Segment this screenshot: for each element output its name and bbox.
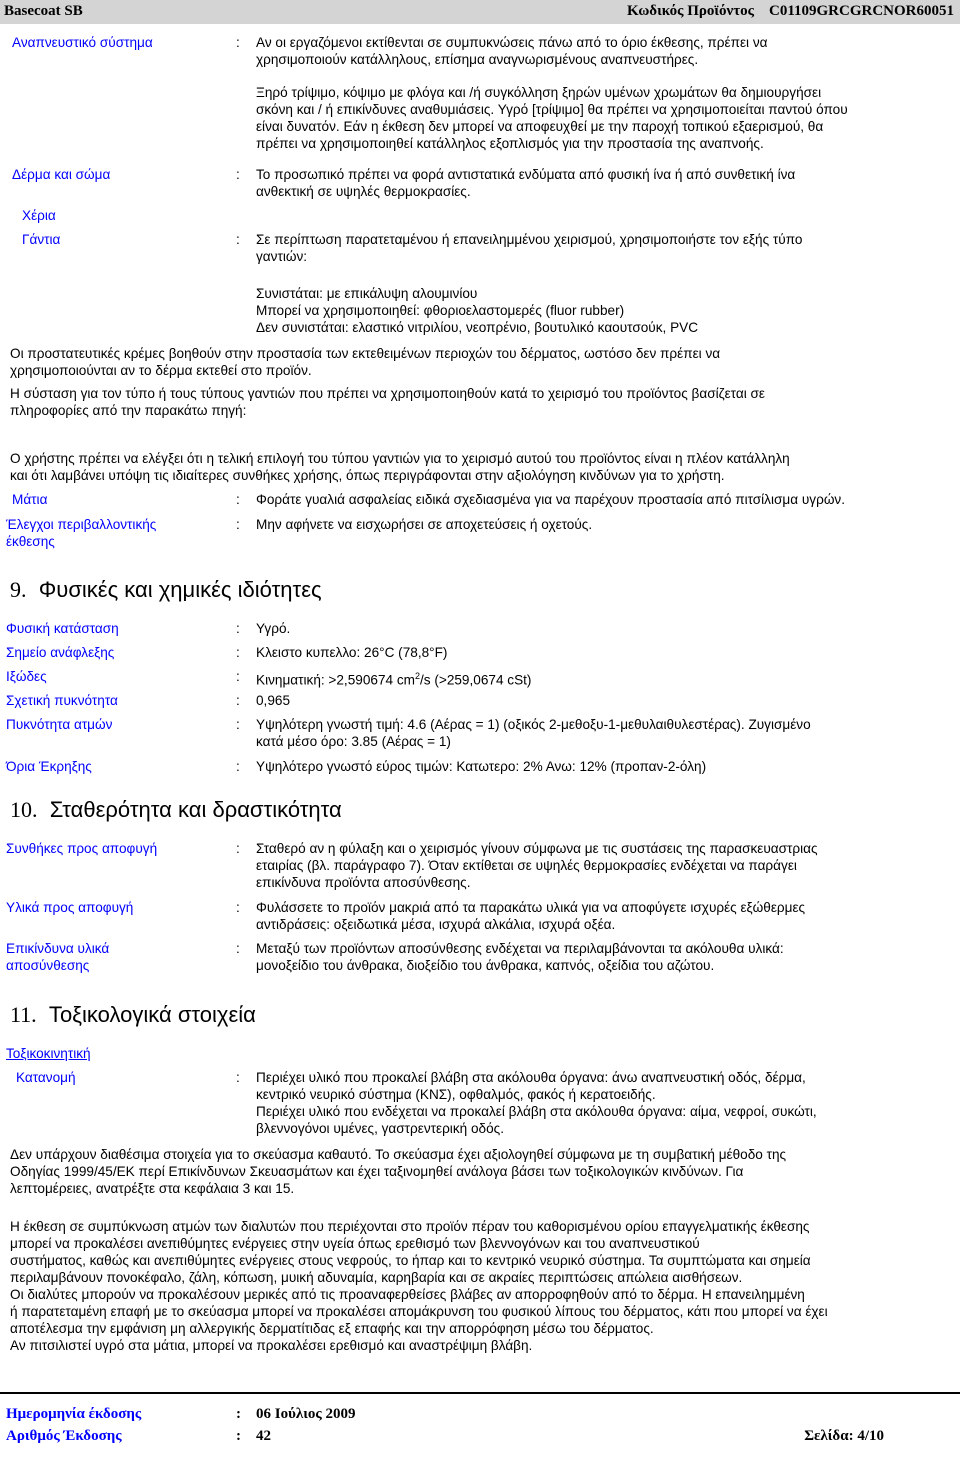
vapor-density-value — [256, 716, 956, 750]
text-line: Σε περίπτωση παρατεταμένου ή επανειλημμένου χειρισμού, χρησιμοποιήστε τον εξής τύπο — [256, 232, 803, 247]
text-line: λεπτομέρειες, ανατρέξτε στα κεφάλαια 3 και 15. — [10, 1181, 295, 1196]
version-value: 42 — [256, 1428, 271, 1444]
decomposition-label — [6, 940, 109, 974]
section-number: 11. — [10, 1002, 37, 1027]
decomposition-value — [256, 940, 956, 974]
section-title: Τοξικολογικά στοιχεία — [48, 1002, 256, 1027]
label-line: έκθεσης — [6, 534, 55, 549]
product-code — [627, 3, 954, 20]
text-line: Ο χρήστης πρέπει να ελέγξει ότι η τελική επιλογή του τύπου γαντιών για το χειρισμό αυτού του προϊόντος είναι η πλέον κατάλληλη — [10, 451, 790, 466]
eyes-text: Φοράτε γυαλιά ασφαλείας ειδικά σχεδιασμένα για να παρέχουν προστασία από πιτσίλισμα υγρών. — [256, 492, 846, 507]
text-line: συστήματος, καθώς και ανεπιθύμητες ενέργειες στους νεφρούς, το ήπαρ και το κεντρικό νευρικό σύστημα. Τα συμπτώματα και σημεία — [10, 1253, 811, 1268]
text-line: Συνιστάται: με επικάλυψη αλουμινίου — [256, 286, 478, 301]
colon: : — [236, 492, 240, 507]
text-line: ανθεκτική σε υψηλές θερμοκρασίες. — [256, 184, 471, 199]
text-line: Υψηλότερη γνωστή τιμή: 4.6 (Αέρας = 1) (οξικός 2-μεθοξυ-1-μεθυλαιθυλεστέρας). Ζυγισμένο — [256, 717, 811, 732]
text-line: αντιδράσεις: οξειδωτικά μέσα, ισχυρά αλκάλια, ισχυρά οξέα. — [256, 917, 616, 932]
density-label: Σχετική πυκνότητα — [6, 693, 118, 708]
text-line: χρησιμοποιούν κατάλληλους, επίσημα αναγνωρισμένους αναπνευστήρες. — [256, 52, 699, 67]
distribution-label: Κατανομή — [16, 1070, 76, 1085]
state-value: Υγρό. — [256, 621, 291, 636]
text-line: μπορεί να προκαλέσει ανεπιθύμητες ενέργειες στην υγεία όπως ερεθισμό των βλεννογόνων και του αναπνευστικού — [10, 1236, 700, 1251]
flash-point-value: Κλειστο κυπελλο: 26°C (78,8°F) — [256, 645, 448, 660]
explosion-limits-value: Υψηλότερο γνωστό εύρος τιμών: Κατωτερο: 2% Ανω: 12% (προπαν-2-όλη) — [256, 759, 707, 774]
toxicology-paragraph-1 — [10, 1146, 955, 1197]
text-line: Το προσωπικό πρέπει να φορά αντιστατικά ενδύματα από φυσική ίνα ή από συνθετική ίνα — [256, 167, 796, 182]
text-line: και ότι λαμβάνει υπόψη τις ιδιαίτερες συνθήκες χρήσης, όπως περιγράφονται στην αξιολόγηση κινδύνων για το χρήστη. — [10, 468, 725, 483]
text-line: Αν πιτσιλιστεί υγρό στα μάτια, μπορεί να προκαλέσει ερεθισμό και αναστρέψιμη βλάβη. — [10, 1338, 533, 1353]
eyes-label: Μάτια — [12, 492, 48, 507]
text-line: Δεν υπάρχουν διαθέσιμα στοιχεία για το σκεύασμα καθαυτό. Το σκεύασμα έχει αξιολογηθεί σύμφωνα με τη συμβατική μέθοδο της — [10, 1147, 787, 1162]
state-label: Φυσική κατάσταση — [6, 621, 119, 636]
label-line: αποσύνθεσης — [6, 958, 90, 973]
skin-label: Δέρμα και σώμα — [12, 167, 111, 182]
section-title: Φυσικές και χημικές ιδιότητες — [38, 577, 322, 602]
vapor-density-label: Πυκνότητα ατμών — [6, 717, 113, 732]
product-code-label: Κωδικός Προϊόντος — [626, 3, 754, 19]
text-line: αποτέλεσμα την εμφάνιση μη αλλεργικής δερματίτιδας εξ επαφής και την απορρόφηση μέσω του δέρματος. — [10, 1321, 654, 1336]
text-line: Ξηρό τρίψιμο, κόψιμο με φλόγα και /ή συγκόλληση ξηρών υμένων χρωμάτων θα δημιουργήσει — [256, 85, 822, 100]
text-line: Περιέχει υλικό που προκαλεί βλάβη στα ακόλουθα όργανα: άνω αναπνευστική οδός, δέρμα, — [256, 1070, 806, 1085]
version-label: Αριθμός Έκδοσης — [6, 1428, 122, 1444]
text-line: Η σύσταση για τον τύπο ή τους τύπους γαντιών που πρέπει να χρησιμοποιηθούν κατά το χειρισμό του προϊόντος βασίζεται σε — [10, 386, 765, 401]
text-line: γαντιών: — [256, 249, 308, 264]
materials-value — [256, 899, 956, 933]
text-line: Οι προστατευτικές κρέμες βοηθούν στην προστασία των εκτεθειμένων περιοχών του δέρματος, ωστόσο δεν πρέπει να — [10, 346, 721, 361]
gloves-recommendations — [256, 285, 956, 336]
colon: : — [236, 645, 240, 660]
text-line: πρέπει να χρησιμοποιηθεί κατάλληλος εξοπλισμός για την προστασία της αναπνοής. — [256, 136, 764, 151]
glove-source-paragraph — [10, 385, 955, 419]
text-line: βλεννογόνοι υμένες, γαστρεντερική οδός. — [256, 1121, 504, 1136]
label-line: Επικίνδυνα υλικά — [6, 941, 110, 956]
text-line: σκόνη και / ή επικίνδυνες αναθυμιάσεις. Υγρό [τρίψιμο] θα πρέπει να χρησιμοποιείται παντού όπου — [256, 102, 848, 117]
text-line: Οι διαλύτες μπορούν να προκαλέσουν μερικές από τις προαναφερθείσες βλάβες αν απορροφηθούν από το δέρμα. Η επανειλημμένη — [10, 1287, 805, 1302]
gloves-label: Γάντια — [22, 232, 61, 247]
label-line: Έλεγχοι περιβαλλοντικής — [6, 517, 157, 532]
text-line: επικίνδυνα προϊόντα αποσύνθεσης. — [256, 875, 471, 890]
colon: : — [236, 232, 240, 247]
text-line: εταιρίας (βλ. παράγραφο 7). Όταν εκτίθεται σε υψηλές θερμοκρασίες ενδέχεται να παράγει — [256, 858, 797, 873]
text-line: Περιέχει υλικό που ενδέχεται να προκαλεί βλάβη στα ακόλουθα όργανα: αίμα, νεφροί, συκώτι, — [256, 1104, 817, 1119]
colon: : — [236, 941, 240, 956]
colon: : — [236, 693, 240, 708]
section-9-heading — [10, 577, 322, 603]
respiratory-text — [256, 34, 956, 68]
superscript: 2 — [414, 671, 420, 681]
text-line: ή παρατεταμένη επαφή με το σκεύασμα μπορεί να προκαλέσει απομάκρυνση του φυσικού λίπους του δέρματος, κάτι που μπορεί να έχει — [10, 1304, 828, 1319]
viscosity-label: Ιξώδες — [6, 669, 47, 684]
colon: : — [236, 1428, 241, 1444]
section-11-heading — [10, 1002, 256, 1028]
text-line: είναι δυνατόν. Εάν η έκθεση δεν μπορεί να αποφευχθεί με την παροχή τοπικού εξαερισμού, θα — [256, 119, 824, 134]
colon: : — [236, 167, 240, 182]
section-title: Σταθερότητα και δραστικότητα — [49, 797, 342, 822]
text-line: περιλαμβάνουν πονοκέφαλο, ζάλη, κόπωση, μυική αδυναμία, καρηβαρία και σε ακραίες περιπτώσεις απώλεια αισθήσεων. — [10, 1270, 743, 1285]
text-line: πληροφορίες από την παρακάτω πηγή: — [10, 403, 247, 418]
product-code-value: C01109GRCGRCNOR60051 — [768, 3, 954, 19]
text-line: Μεταξύ των προϊόντων αποσύνθεσης ενδέχεται να περιλαμβάνονται τα ακόλουθα υλικά: — [256, 941, 784, 956]
colon: : — [236, 35, 240, 50]
text-line: Σταθερό αν η φύλαξη και ο χειρισμός γίνουν σύμφωνα με τις συστάσεις της παρασκευαστριας — [256, 841, 818, 856]
env-text: Μην αφήνετε να εισχωρήσει σε αποχετεύσεις ή οχετούς. — [256, 517, 593, 532]
skin-text — [256, 166, 956, 200]
hands-label: Χέρια — [22, 208, 56, 223]
colon: : — [236, 517, 240, 532]
page-footer — [0, 1392, 960, 1444]
page-number: Σελίδα: 4/10 — [804, 1428, 884, 1444]
text-line: χρησιμοποιούνται αν το δέρμα εκτεθεί στο προϊόν. — [10, 363, 312, 378]
respiratory-label: Αναπνευστικό σύστημα — [12, 35, 153, 50]
colon: : — [236, 841, 240, 856]
colon: : — [236, 759, 240, 774]
gloves-text — [256, 231, 956, 265]
issue-date-label: Ημερομηνία έκδοσης — [6, 1406, 142, 1422]
materials-label: Υλικά προς αποφυγή — [6, 900, 134, 915]
viscosity-value — [256, 668, 956, 689]
text-line: Μπορεί να χρησιμοποιηθεί: φθοριοελαστομερές (fluor rubber) — [256, 303, 625, 318]
flash-point-label: Σημείο ανάφλεξης — [6, 645, 115, 660]
text-line: Φυλάσσετε το προϊόν μακριά από τα παρακάτω υλικά για να αποφύγετε ισχυρές εξώθερμες — [256, 900, 806, 915]
cream-paragraph — [10, 345, 955, 379]
explosion-limits-label: Όρια Έκρηξης — [6, 759, 92, 774]
text-line: Οδηγίας 1999/45/ΕΚ περί Επικίνδυνων Σκευασμάτων και έχει ταξινομηθεί ανάλογα βάσει των τοξικολογικών κινδύνων. Για — [10, 1164, 744, 1179]
conditions-value — [256, 840, 956, 891]
toxicokinetics-heading: Τοξικοκινητική — [6, 1046, 91, 1061]
viscosity-a: Κινηματική: >2,590674 cm — [256, 672, 415, 688]
viscosity-b: /s (>259,0674 cSt) — [420, 672, 532, 688]
section-number: 9. — [10, 577, 27, 602]
section-number: 10. — [10, 797, 38, 822]
text-line: Η έκθεση σε συμπύκνωση ατμών των διαλυτών που περιέχονται στο προϊόν πέραν του καθορισμένου ορίου επαγγελματικής έκθεσης — [10, 1219, 810, 1234]
toxicology-paragraph-2 — [10, 1218, 955, 1354]
text-line: μονοξείδιο του άνθρακα, διοξείδιο του άνθρακα, καπνός, οξείδια του αζώτου. — [256, 958, 715, 973]
colon: : — [236, 717, 240, 732]
text-line: κεντρικό νευρικό σύστημα (ΚΝΣ), οφθαλμός, φακός ή κερατοειδής. — [256, 1087, 656, 1102]
density-value: 0,965 — [256, 693, 291, 708]
conditions-label: Συνθήκες προς αποφυγή — [6, 841, 158, 856]
product-name: Basecoat SB — [4, 3, 83, 19]
text-line: Αν οι εργαζόμενοι εκτίθενται σε συμπυκνώσεις πάνω από το όριο έκθεσης, πρέπει να — [256, 35, 768, 50]
issue-date-value: 06 Ιούλιος 2009 — [256, 1406, 356, 1422]
user-check-paragraph — [10, 450, 955, 484]
colon: : — [236, 900, 240, 915]
colon: : — [236, 1070, 240, 1085]
colon: : — [236, 1406, 241, 1422]
text-line: κατά μέσο όρο: 3.85 (Αέρας = 1) — [256, 734, 451, 749]
colon: : — [236, 621, 240, 636]
section-10-heading — [10, 797, 342, 823]
respiratory-text-2 — [256, 84, 956, 152]
env-label — [6, 516, 156, 550]
distribution-value — [256, 1069, 956, 1137]
page-header — [0, 0, 960, 24]
colon: : — [236, 669, 240, 684]
text-line: Δεν συνιστάται: ελαστικό νιτριλίου, νεοπρένιο, βουτυλικό καουτσούκ, PVC — [256, 320, 699, 335]
